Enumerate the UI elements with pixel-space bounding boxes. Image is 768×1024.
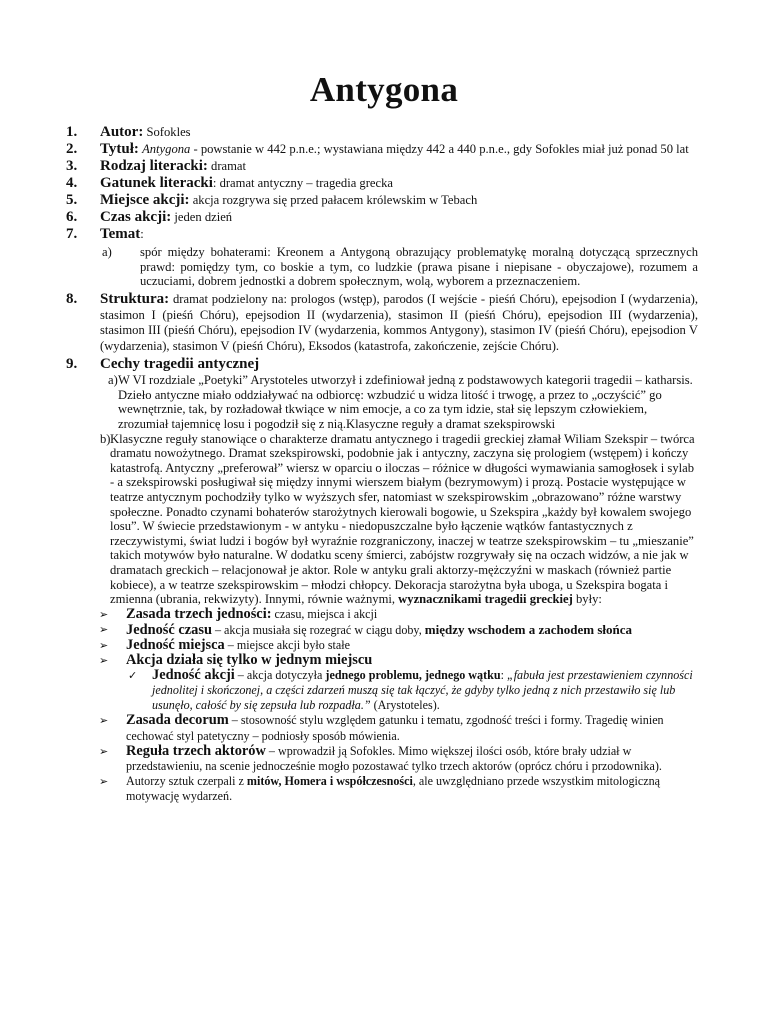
item-heading: Rodzaj literacki: [100, 158, 208, 174]
item-text: Sofokles [143, 125, 191, 139]
arrow-bullet-icon: ➢ [99, 608, 109, 621]
bullet-heading: Jedność czasu [126, 621, 212, 638]
bullet-text: Autorzy sztuk czerpali z [126, 773, 247, 788]
arrow-bullet-icon: ➢ [99, 623, 109, 636]
bullet-item [66, 622, 698, 638]
item-text: : dramat antyczny – tragedia grecka [212, 176, 393, 190]
sub-item-label: a) [108, 373, 118, 388]
bullet-item [66, 713, 698, 743]
item-text: : [140, 227, 144, 241]
bullet-heading: Zasada decorum [126, 712, 229, 729]
item-italic-title: Antygona [142, 142, 191, 156]
bullet-item [66, 774, 698, 804]
sub-item-text-tail: były: [572, 592, 602, 607]
bullet-heading: Akcja działa się tylko w jednym miejscu [126, 652, 373, 669]
bullet-item [66, 744, 698, 774]
item-text: dramat [207, 159, 247, 173]
bullet-list [66, 607, 698, 668]
sub-item [66, 373, 698, 431]
item-heading: Temat [100, 226, 141, 242]
arrow-bullet-icon: ➢ [99, 715, 109, 728]
bullet-item [66, 638, 698, 653]
item-number: 9. [66, 356, 78, 373]
item-heading: Czas akcji: [100, 209, 172, 225]
item-number: 4. [66, 175, 78, 191]
list-item [66, 141, 698, 158]
list-item [66, 175, 698, 192]
numbered-list [66, 124, 698, 804]
sub-item [66, 432, 698, 607]
list-item [66, 291, 698, 355]
item-text: akcja rozgrywa się przed pałacem królewskim w Tebach [189, 193, 478, 207]
sub-item [100, 245, 698, 289]
page-title: Antygona [309, 70, 459, 109]
check-item [66, 668, 698, 713]
sub-item-text: Klasyczne reguły stanowiące o charakterze dramatu antycznego i tragedii greckiej złamał Wiliam Szekspir – twórca dramatu nowożytnego. Dramat szekspirowski, podobnie jak i antyczny, zaczyna się prologiem (wstępem) i kończy katastrofą. Antyczny „preferował” wiersz w oparciu o iloczas – różnice w długości wymawiania samogłosek i sylab - a szekspirowski posługiwał się między innymi wierszem białym (bezrymowym) i prozą. Postacie występujące w teatrze antycznym pochodziły tylko w wyższych sfer, natomiast w szekspirowskim „obrazowano” różne warstwy społeczne. Ponadto czynami bohaterów starożytnych kierowali bogowie, u Szekspira „każdy był kowalem swojego losu”. W świecie przedstawionym - w antyku - niedopuszczalne było łączenie wątków fantastycznych z rzeczywistymi, świat ludzi i bogów był wyraźnie rozgraniczony, inaczej w teatrze szekspirowskim – tu „mieszanie” takich motywów było naturalne. W dodatku sceny śmierci, zabójstw rozgrywały się na oczach widzów, a nie jak w dramatach greckich – relacjonował je aktor. Role w antyku grali aktorzy-mężczyźni w maskach (również partie kobiece), a w teatrze szekspirowskim – młodzi chłopcy. Dekoracja starożytna była uboga, u Szekspira bogata i zmienna (ubrania, rekwizyty). Innymi, równie ważnymi, [110, 431, 695, 607]
check-list [66, 668, 698, 713]
item-text: dramat podzielony na: prologos (wstęp), parodos (I wejście - pieśń Chóru), epejsodion I (wydarzenia), stasimon I (pieśń Chóru), epejsodion II (wydarzenia), stasimon II (pieśń Chóru), epejsodion III (wydarzenia), stasimon III (pieśń Chóru), epejsodion IV (wydarzenia, kommos Antygony), stasimon IV (pieśń Chóru), epejsodion V (wydarzenia), stasimon V (pieśń Chóru), Eksodos (katastrofa, zakończenie, zejście Chóru). [100, 291, 698, 353]
sub-list [100, 245, 698, 289]
item-heading: Autor: [100, 124, 144, 140]
item-number: 3. [66, 158, 78, 174]
arrow-bullet-icon: ➢ [99, 639, 109, 652]
list-item [66, 209, 698, 226]
item-text: jeden dzień [171, 210, 233, 224]
list-item [66, 226, 698, 289]
bold-phrase: wyznacznikami tragedii greckiej [398, 592, 573, 607]
italic-quote: „fabuła jest przestawieniem czynności jednolitej i skończonej, a części zdarzeń muszą się tak łączyć, że gdyby tylko jedną z nich przestawiło się lub usunęło, całość by się zepsuła lub rozpadła.” [152, 668, 693, 713]
item-number: 1. [66, 124, 78, 140]
item-number: 8. [66, 290, 78, 307]
bullet-text: – miejsce akcji było stałe [224, 637, 350, 652]
bullet-heading: Reguła trzech aktorów [126, 742, 266, 759]
bullet-text-colon: : [500, 668, 507, 683]
bullet-text-tail: , ale uwzględniano przede wszystkim mitologiczną motywację wydarzeń. [126, 773, 661, 803]
list-item [66, 124, 698, 141]
bullet-text: – wprowadził ją Sofokles. Mimo większej ilości osób, które brały udział w przedstawieniu, na scenie jednocześnie mogło pozostawać tylko trzech aktorów (oprócz chóru i przodownika). [126, 743, 662, 773]
sub-item-text: W VI rozdziale „Poetyki” Arystoteles utworzył i zdefiniował jedną z podstawowych kategorii tragedii – katharsis. Dzieło antyczne miało oddziaływać na odbiorcę: wzbudzić u widza litość i trwogę, a przez to „oczyścić” go wewnętrznie, tak, by rozładował tkwiące w nim emocje, a co za tym idzie, stał się lepszym człowiekiem, zrozumiał tajemnicę losu i pogodził się z nią.Klasyczne reguły a dramat szekspirowski [118, 373, 693, 432]
item-heading: Cechy tragedii antycznej [100, 356, 260, 373]
sub-item-label: b) [100, 431, 111, 446]
item-heading: Tytuł: [100, 141, 139, 157]
arrow-bullet-icon: ➢ [99, 655, 109, 668]
list-item [66, 356, 698, 804]
item-text: - powstanie w 442 p.n.e.; wystawiana między 442 a 440 p.n.e., gdy Sofokles miał już ponad 50 lat [190, 142, 689, 156]
list-item [66, 192, 698, 209]
item-number: 5. [66, 192, 78, 208]
bullet-text: – stosowność stylu względem gatunku i tematu, zgodność treści i formy. Tragedię winien cechować styl patetyczny – podniosły sposób mówienia. [126, 713, 664, 743]
bullet-item [66, 653, 698, 668]
bullet-text: – akcja musiała się rozegrać w ciągu doby, [211, 622, 425, 637]
item-heading: Struktura: [100, 290, 170, 307]
bullet-heading: Jedność miejsca [126, 636, 225, 653]
bold-phrase: między wschodem a zachodem słońca [424, 621, 633, 637]
bullet-list [66, 713, 698, 804]
arrow-bullet-icon: ➢ [99, 775, 109, 788]
item-heading: Gatunek literacki [100, 175, 213, 191]
bullet-text: czasu, miejsca i akcji [271, 606, 378, 621]
item-heading: Miejsce akcji: [100, 192, 190, 208]
list-item [66, 158, 698, 175]
arrow-bullet-icon: ➢ [99, 745, 109, 758]
sub-list [66, 373, 698, 607]
bold-phrase: jednego problemu, jednego wątku [325, 668, 501, 683]
sub-item-text: spór między bohaterami: Kreonem a Antygoną obrazujący problematykę moralną dotyczącą sprzecznych prawd: pomiędzy tym, co boskie a tym, co ludzkie (prawa pisane i niepisane - obyczajowe), rozumem a uczuciami, dobrem jednostki a dobrem społecznym, wolą, wyborem a przeznaczeniem. [140, 245, 698, 289]
sub-item-label: a) [102, 245, 112, 259]
bullet-item [66, 607, 698, 622]
item-number: 7. [66, 226, 78, 242]
item-number: 6. [66, 209, 78, 225]
bold-phrase: mitów, Homera i współczesności [246, 773, 413, 788]
bullet-heading: Jedność akcji [152, 667, 235, 684]
checkmark-bullet-icon: ✓ [128, 670, 138, 683]
bullet-text: – akcja dotyczyła [234, 668, 326, 683]
item-number: 2. [66, 141, 78, 157]
bullet-heading: Zasada trzech jedności: [126, 605, 272, 622]
bullet-text-tail: (Arystoteles). [370, 698, 440, 713]
